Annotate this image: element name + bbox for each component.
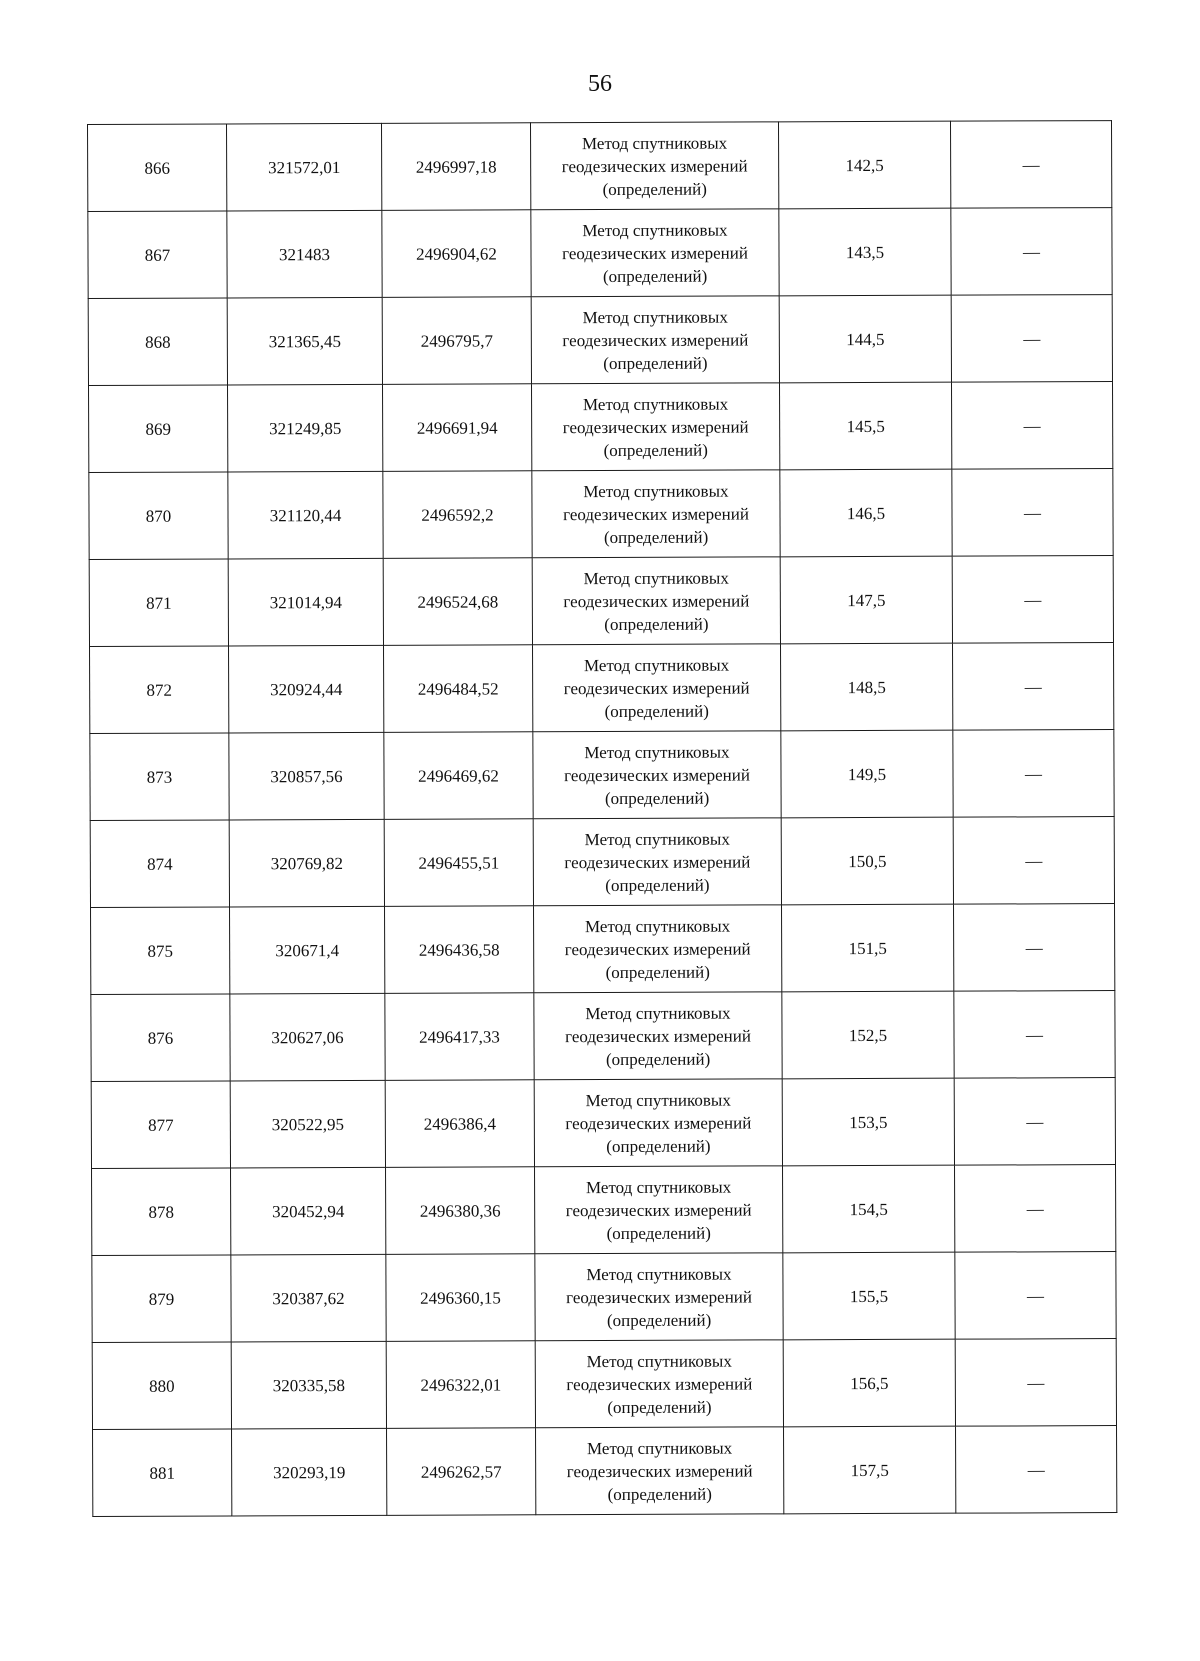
table-row [91,1078,1115,1169]
point-number-cell: 873 [90,733,229,821]
x-coordinate-cell: 320924,44 [229,645,384,733]
point-number-cell: 879 [92,1255,231,1343]
accuracy-cell: 153,5 [782,1078,954,1166]
accuracy-cell: 149,5 [781,730,953,818]
x-coordinate-cell: 320335,58 [231,1341,386,1429]
method-cell: Метод спутниковых геодезических измерений (определений) [534,992,782,1080]
description-cell: — [952,556,1113,644]
description-cell: — [950,121,1111,209]
x-coordinate-cell: 321572,01 [227,123,382,211]
y-coordinate-cell: 2496592,2 [383,471,532,559]
table-row [92,1165,1116,1256]
method-cell: Метод спутниковых геодезических измерений (определений) [534,905,782,993]
method-cell: Метод спутниковых геодезических измерений (определений) [536,1427,784,1515]
description-cell: — [953,817,1114,905]
description-cell: — [951,208,1112,296]
x-coordinate-cell: 321120,44 [228,471,383,559]
y-coordinate-cell: 2496386,4 [385,1080,534,1168]
point-number-cell: 868 [88,298,227,386]
point-number-cell: 875 [91,907,230,995]
table-row [91,991,1115,1082]
description-cell: — [952,643,1113,731]
point-number-cell: 869 [89,385,228,473]
accuracy-cell: 142,5 [778,121,950,209]
point-number-cell: 881 [93,1429,232,1517]
table-row [89,382,1113,473]
x-coordinate-cell: 320627,06 [230,993,385,1081]
accuracy-cell: 148,5 [781,643,953,731]
accuracy-cell: 151,5 [782,904,954,992]
method-cell: Метод спутниковых геодезических измерений (определений) [530,122,778,210]
table-row [92,1339,1116,1430]
description-cell: — [953,730,1114,818]
accuracy-cell: 145,5 [779,382,951,470]
description-cell: — [954,1078,1115,1166]
point-number-cell: 876 [91,994,230,1082]
accuracy-cell: 146,5 [780,469,952,557]
table-row [90,643,1114,734]
method-cell: Метод спутниковых геодезических измерений (определений) [531,296,779,384]
accuracy-cell: 147,5 [780,556,952,644]
x-coordinate-cell: 320452,94 [231,1167,386,1255]
accuracy-cell: 156,5 [783,1339,955,1427]
point-number-cell: 878 [92,1168,231,1256]
method-cell: Метод спутниковых геодезических измерений (определений) [533,731,781,819]
description-cell: — [951,382,1112,470]
description-cell: — [955,1252,1116,1340]
description-cell: — [954,904,1115,992]
y-coordinate-cell: 2496262,57 [387,1428,536,1516]
y-coordinate-cell: 2496904,62 [382,210,531,298]
y-coordinate-cell: 2496380,36 [386,1167,535,1255]
description-cell: — [956,1426,1117,1514]
y-coordinate-cell: 2496455,51 [384,819,533,907]
x-coordinate-cell: 320522,95 [230,1080,385,1168]
description-cell: — [955,1165,1116,1253]
coordinates-table [87,120,1117,1517]
method-cell: Метод спутниковых геодезических измерений (определений) [532,557,780,645]
x-coordinate-cell: 321483 [227,210,382,298]
table-row [90,730,1114,821]
method-cell: Метод спутниковых геодезических измерений (определений) [532,383,780,471]
point-number-cell: 866 [88,124,227,212]
y-coordinate-cell: 2496524,68 [383,558,532,646]
x-coordinate-cell: 320769,82 [229,819,384,907]
y-coordinate-cell: 2496484,52 [384,645,533,733]
method-cell: Метод спутниковых геодезических измерений (определений) [531,209,779,297]
point-number-cell: 867 [88,211,227,299]
table-row [92,1252,1116,1343]
accuracy-cell: 155,5 [783,1252,955,1340]
accuracy-cell: 143,5 [779,208,951,296]
y-coordinate-cell: 2496997,18 [381,123,530,211]
y-coordinate-cell: 2496691,94 [383,384,532,472]
x-coordinate-cell: 320671,4 [230,906,385,994]
table-row [89,469,1113,560]
table-row [88,121,1112,212]
x-coordinate-cell: 321014,94 [228,558,383,646]
table-row [90,817,1114,908]
method-cell: Метод спутниковых геодезических измерений (определений) [533,644,781,732]
table-row [89,556,1113,647]
y-coordinate-cell: 2496417,33 [385,993,534,1081]
y-coordinate-cell: 2496360,15 [386,1254,535,1342]
method-cell: Метод спутниковых геодезических измерений (определений) [533,818,781,906]
accuracy-cell: 157,5 [784,1426,956,1514]
x-coordinate-cell: 321249,85 [228,384,383,472]
method-cell: Метод спутниковых геодезических измерений (определений) [532,470,780,558]
x-coordinate-cell: 320293,19 [232,1428,387,1516]
x-coordinate-cell: 320387,62 [231,1254,386,1342]
accuracy-cell: 144,5 [779,295,951,383]
page-number: 56 [588,71,612,97]
table-row [91,904,1115,995]
method-cell: Метод спутниковых геодезических измерений (определений) [535,1253,783,1341]
x-coordinate-cell: 320857,56 [229,732,384,820]
y-coordinate-cell: 2496436,58 [385,906,534,994]
method-cell: Метод спутниковых геодезических измерений (определений) [535,1166,783,1254]
y-coordinate-cell: 2496322,01 [386,1341,535,1429]
x-coordinate-cell: 321365,45 [227,297,382,385]
accuracy-cell: 150,5 [781,817,953,905]
description-cell: — [955,1339,1116,1427]
point-number-cell: 872 [90,646,229,734]
method-cell: Метод спутниковых геодезических измерений (определений) [534,1079,782,1167]
table-row [93,1426,1117,1517]
description-cell: — [951,295,1112,383]
accuracy-cell: 154,5 [783,1165,955,1253]
point-number-cell: 874 [90,820,229,908]
method-cell: Метод спутниковых геодезических измерений (определений) [535,1340,783,1428]
point-number-cell: 880 [92,1342,231,1430]
description-cell: — [952,469,1113,557]
accuracy-cell: 152,5 [782,991,954,1079]
table-body [88,121,1117,1517]
y-coordinate-cell: 2496469,62 [384,732,533,820]
description-cell: — [954,991,1115,1079]
table-row [88,295,1112,386]
table-row [88,208,1112,299]
point-number-cell: 870 [89,472,228,560]
point-number-cell: 871 [89,559,228,647]
point-number-cell: 877 [91,1081,230,1169]
y-coordinate-cell: 2496795,7 [382,297,531,385]
